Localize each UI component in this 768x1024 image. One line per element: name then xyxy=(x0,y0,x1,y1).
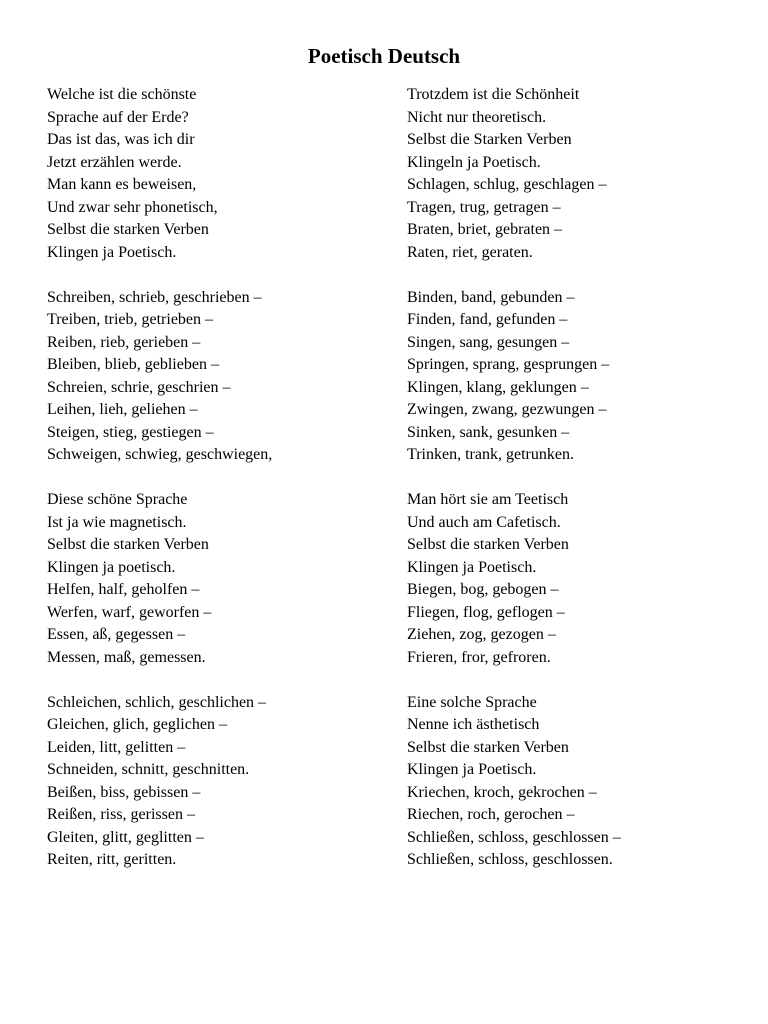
stanza xyxy=(407,692,747,872)
poem-line: Selbst die starken Verben xyxy=(407,536,569,553)
poem-line: Selbst die starken Verben xyxy=(407,738,569,756)
poem-line: Beißen, biss, gebissen – xyxy=(47,783,201,801)
poem-line: Klingen ja Poetisch. xyxy=(407,761,537,778)
poem-line: Und auch am Cafetisch. xyxy=(407,513,561,531)
poem-line: Eine solche Sprache xyxy=(407,693,537,711)
poem-line: Finden, fand, gefunden – xyxy=(407,311,568,328)
poem-line: Helfen, half, geholfen – xyxy=(47,581,200,598)
poem-line: Frieren, fror, gefroren. xyxy=(407,648,551,666)
poem-line: Binden, band, gebunden – xyxy=(407,288,575,306)
poem-line: Trotzdem ist die Schönheit xyxy=(407,86,580,103)
poem-line: Springen, sprang, gesprungen – xyxy=(407,356,610,373)
poem-line: Sinken, sank, gesunken – xyxy=(407,423,570,441)
poem-line: Klingen, klang, geklungen – xyxy=(407,378,589,396)
left-column xyxy=(47,84,387,894)
poem-line: Messen, maß, gemessen. xyxy=(47,648,206,666)
poem-line: Nicht nur theoretisch. xyxy=(407,108,547,126)
poem-line: Klingen ja Poetisch. xyxy=(407,558,537,576)
poem-line: Werfen, warf, geworfen – xyxy=(47,603,212,621)
poem-line: Singen, sang, gesungen – xyxy=(407,333,570,351)
poem-line: Leiden, litt, gelitten – xyxy=(47,738,186,756)
poem-line: Klingen ja poetisch. xyxy=(47,558,176,576)
poem-line: Selbst die starken Verben xyxy=(47,536,209,553)
poem-line: Man kann es beweisen, xyxy=(47,176,197,193)
poem-line: Treiben, trieb, getrieben – xyxy=(47,311,214,328)
stanza xyxy=(407,84,747,264)
stanza xyxy=(47,84,387,264)
poem-line: Fliegen, flog, geflogen – xyxy=(407,603,565,621)
stanza xyxy=(407,287,747,467)
poem-line: Schließen, schloss, geschlossen – xyxy=(407,828,621,846)
poem-line: Essen, aß, gegessen – xyxy=(47,626,186,643)
poem-line: Welche ist die schönste xyxy=(47,86,197,103)
poem-line: Klingen ja Poetisch. xyxy=(47,243,177,261)
poem-line: Riechen, roch, gerochen – xyxy=(407,806,575,823)
poem-line: Gleichen, glich, geglichen – xyxy=(47,716,227,733)
stanza xyxy=(47,489,387,669)
poem-line: Schleichen, schlich, geschlichen – xyxy=(47,693,267,711)
poem-line: Nenne ich ästhetisch xyxy=(407,716,540,733)
poem-line: Schließen, schloss, geschlossen. xyxy=(407,851,613,868)
poem-line: Schweigen, schwieg, geschwiegen, xyxy=(47,446,273,463)
stanza xyxy=(407,489,747,669)
stanza xyxy=(47,287,387,467)
poem-line: Und zwar sehr phonetisch, xyxy=(47,198,218,216)
right-column xyxy=(407,84,747,894)
poem-line: Das ist das, was ich dir xyxy=(47,131,195,148)
poem-line: Schreien, schrie, geschrien – xyxy=(47,378,231,396)
poem-line: Ist ja wie magnetisch. xyxy=(47,513,187,531)
poem-line: Biegen, bog, gebogen – xyxy=(407,581,559,598)
poem-line: Selbst die starken Verben xyxy=(47,221,209,238)
poem-line: Ziehen, zog, gezogen – xyxy=(407,626,556,643)
poem-line: Sprache auf der Erde? xyxy=(47,108,189,126)
poem-line: Zwingen, zwang, gezwungen – xyxy=(407,401,607,418)
poem-line: Raten, riet, geraten. xyxy=(407,243,533,261)
poem-line: Leihen, lieh, geliehen – xyxy=(47,401,198,418)
poem-line: Schlagen, schlug, geschlagen – xyxy=(407,176,607,193)
poem-line: Selbst die Starken Verben xyxy=(407,131,572,148)
poem-line: Bleiben, blieb, geblieben – xyxy=(47,356,219,373)
poem-line: Man hört sie am Teetisch xyxy=(407,491,569,508)
poem-line: Reiben, rieb, gerieben – xyxy=(47,333,201,351)
poem-line: Reißen, riss, gerissen – xyxy=(47,806,195,823)
page-title: Poetisch Deutsch xyxy=(307,44,461,68)
poem-line: Jetzt erzählen werde. xyxy=(47,153,182,171)
poem-line: Schreiben, schrieb, geschrieben – xyxy=(47,288,262,306)
poem-line: Kriechen, kroch, gekrochen – xyxy=(407,783,597,801)
poem-line: Steigen, stieg, gestiegen – xyxy=(47,423,214,441)
poem-line: Diese schöne Sprache xyxy=(47,491,188,508)
poem-line: Braten, briet, gebraten – xyxy=(407,221,563,238)
stanza xyxy=(47,692,387,872)
poem-line: Schneiden, schnitt, geschnitten. xyxy=(47,761,250,778)
poem-line: Reiten, ritt, geritten. xyxy=(47,851,177,868)
poem-line: Gleiten, glitt, geglitten – xyxy=(47,828,204,846)
poem-line: Trinken, trank, getrunken. xyxy=(407,446,574,463)
poem-line: Tragen, trug, getragen – xyxy=(407,198,561,216)
poem-line: Klingeln ja Poetisch. xyxy=(407,153,541,171)
